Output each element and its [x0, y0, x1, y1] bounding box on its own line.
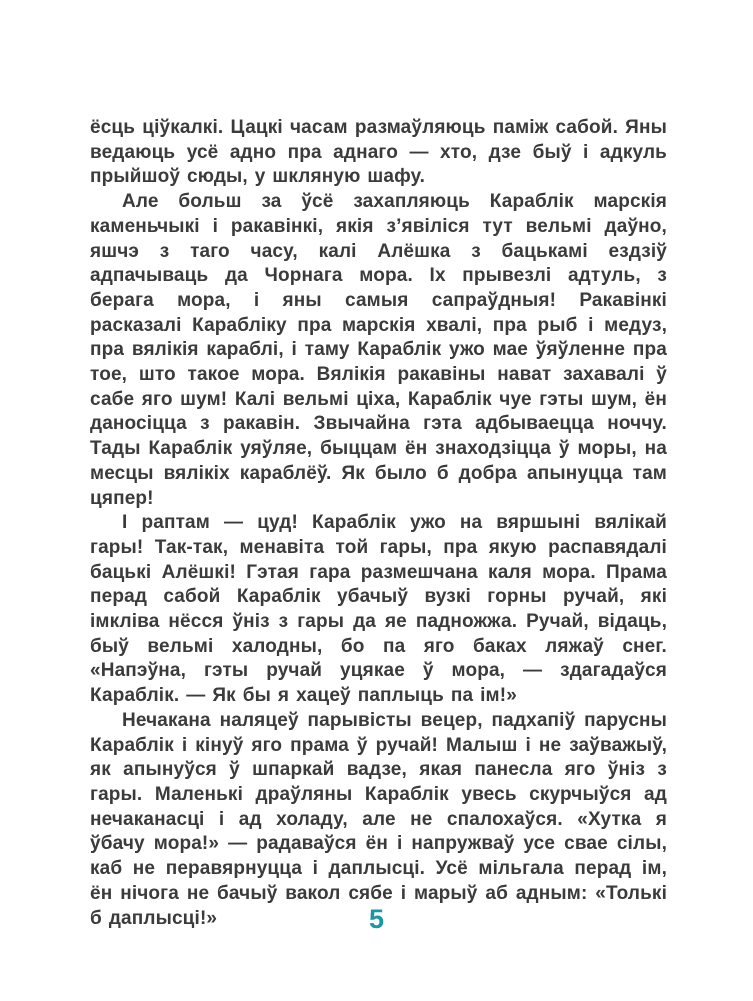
paragraph-4: Нечакана наляцеў парывісты вецер, падхапіў парусны Караблік і кінуў яго прама ў ручай! Малыш і не заўважыў, як апынуўся ў шпаркай вадзе, якая панесла яго ўніз з гары. Маленькі драўляны Караблік увесь скурчыўся ад нечаканасці і ад холаду, але не спалохаўся. «Хутка я ўбачу мора!» — радаваўся ён і напружваў усе свае сілы, каб не перавярнуцца і даплысці. Усё мільгала перад ім, ён нічога не бачыў вакол сябе і марыў аб адным: «Толькі б даплысці!» [90, 709, 667, 929]
paragraph-3: І раптам — цуд! Караблік ужо на вяршыні вялікай гары! Так-так, менавіта той гары, пра якую распавядалі бацькі Алёшкі! Гэтая гара размешчана каля мора. Прама перад сабой Караблік убачыў вузкі горны ручай, які імкліва нёсся ўніз з гары да яе падножжа. Ручай, відаць, быў вельмі халодны, бо па яго баках ляжаў снег. «Напэўна, гэты ручай уцякае ў мора, — здагадаўся Караблік. — Як бы я хацеў паплыць па ім!» [90, 512, 667, 707]
paragraph-continuation: ёсць ціўкалкі. Цацкі часам размаўляюць паміж сабой. Яны ведаюць усё адно пра аднаго — хто, дзе быў і адкуль прыйшоў сюды, у шкляную шафу. [90, 117, 667, 188]
paragraph-2: Але больш за ўсё захапляюць Караблік марскія каменьчыкі і ракавінкі, якія з’явіліся тут вельмі даўно, яшчэ з таго часу, калі Алёшка з бацькамі ездзіў адпачываць да Чорнага мора. Іх прывезлі адтуль, з берага мора, і яны самыя сапраўдныя! Ракавінкі расказалі Карабліку пра марскія хвалі, пра рыб і медуз, пра вялікія караблі, і таму Караблік ужо мае ўяўленне пра тое, што такое мора. Вялікія ракавіны нават захавалі ў сабе яго шум! Калі вельмі ціха, Караблік чуе гэты шум, ён даносіцца з ракавін. Звычайна гэта адбываецца ноччу. Тады Караблік уяўляе, быццам ён знаходзіцца ў моры, на месцы вялікіх караблёў. Як было б добра апынуцца там цяпер! [90, 191, 667, 509]
page-number: 5 [368, 904, 385, 934]
text-block [90, 116, 667, 931]
